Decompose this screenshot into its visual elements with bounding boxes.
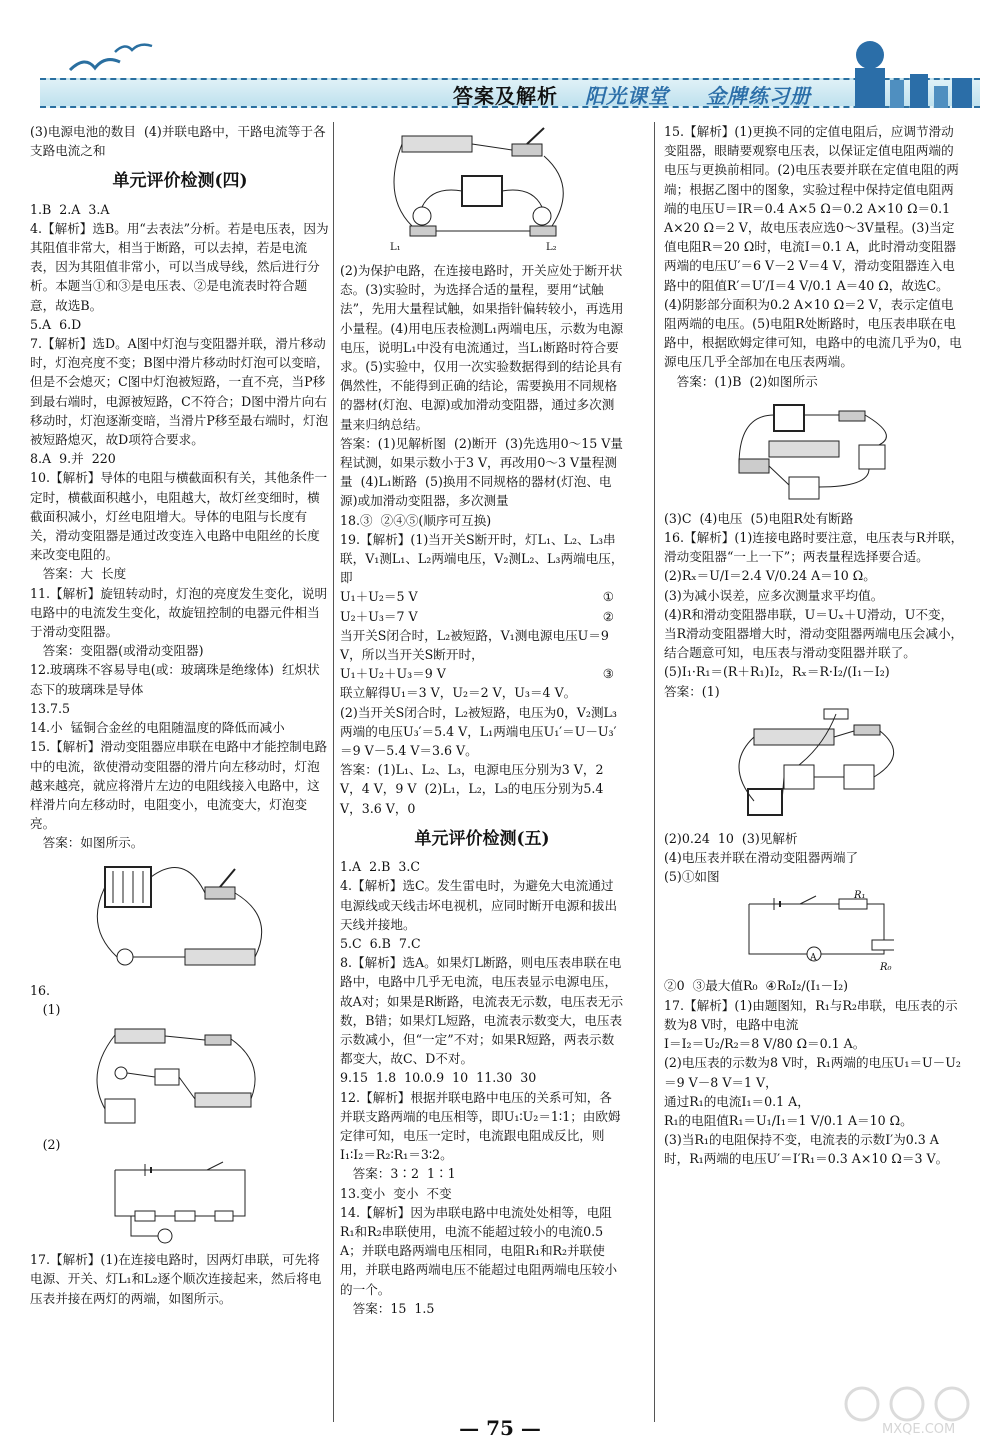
- section-heading-unit5: 单元评价检测(五): [414, 828, 550, 849]
- answer-text: 18.③ ②④⑤(顺序可互换): [340, 512, 492, 528]
- column-3: [664, 122, 964, 1169]
- answer-text: (2)电压表的示数为8 V时，R₁两端的电压U₁＝U－U₂＝9 V－8 V＝1 V，: [664, 1055, 961, 1090]
- answer-text: 16.【解析】(1)连接电路时要注意，电压表与R并联，滑动变阻器“一上一下”；两表量程选择要合适。: [664, 530, 964, 565]
- answer-text: 答案：(1)B (2)如图所示: [676, 373, 818, 389]
- answer-text: (2)0.24 10 (3)见解析: [664, 830, 798, 846]
- column-rule-1: [333, 122, 334, 1422]
- answer-text: 答案：(1)L₁、L₂、L₃，电源电压分别为3 V，2 V，4 V，9 V (2)L₁，L₂，L₃的电压分别为5.4 V，3.6 V，0: [340, 762, 608, 816]
- equation-number: ③: [602, 666, 614, 682]
- header-brand-1: 阳光课堂: [585, 84, 669, 108]
- answer-text: (4)电压表并联在滑动变阻器两端了: [664, 850, 859, 866]
- answer-text: 通过R₁的电流I₁＝0.1 A，: [664, 1093, 810, 1109]
- answer-text: ②0 ③最大值R₀ ④R₀I₂/(I₁－I₂): [664, 978, 849, 994]
- answer-text: (3)C (4)电压 (5)电阻R处有断路: [664, 510, 854, 526]
- answer-text: 4.【解析】选B。用“去表法”分析。若是电压表，因为其阻值非常大，相当于断路，可以去掉，若是电流表，因为其阻值非常小，可以当成导线，然后进行分析。本题当①和③是电压表、②是电流表时符合题意，故选B。: [30, 220, 329, 313]
- equation: [340, 607, 624, 626]
- answer-text: (4)R和滑动变阻器串联，U＝Uₓ＋U滑动，U不变，当R滑动变阻器增大时，滑动变阻器两端电压会减小，结合题意可知，电压表与滑动变阻器并联了。: [664, 606, 964, 661]
- answer-text: 联立解得U₁＝3 V，U₂＝2 V，U₃＝4 V。: [340, 685, 577, 701]
- answer-text: 11.【解析】旋钮转动时，灯泡的亮度发生变化，说明电路中的电流发生变化，故旋钮控制的电器元件相当于滑动变阻器。: [30, 585, 328, 640]
- answer-text: 答案：大 长度: [42, 566, 127, 582]
- answer-text: 答案：(1)见解析图 (2)断开 (3)先选用0～15 V量程试测，如果示数小于3 V，再改用0～3 V量程测量 (4)L₁断路 (5)换用不同规格的器材(灯泡、电源)或加滑动变阻器，多次测量: [340, 435, 623, 509]
- page-header: [0, 0, 1000, 120]
- answer-text: 4.【解析】选C。发生雷电时，为避免大电流通过电源线或天线击坏电视机，应同时断开电源和拔出天线并接地。: [340, 878, 618, 932]
- circuit-figure-q15: [85, 857, 275, 977]
- answer-text: 当开关S闭合时，L₂被短路，V₁测电源电压U＝9 V，所以当开关S断开时，: [340, 627, 613, 663]
- answer-text: 答案：15 1.5: [352, 1300, 435, 1316]
- answer-text: 10.【解析】导体的电阻与横截面积有关，其他条件一定时，横截面积越小，电阻越大，故灯丝变细时，横截面积减小，灯丝电阻增大。导体的电阻与长度有关，滑动变阻器是通过改变连入电路中电阻丝的长度来改变电阻的。: [30, 470, 328, 563]
- answer-text: 14.小 锰铜合金丝的电阻随温度的降低而减小: [30, 720, 285, 736]
- sub-label: (2): [42, 1136, 61, 1152]
- resistor-label-r1: R₁: [854, 890, 866, 902]
- circuit-diagram-q16-2: [95, 1158, 265, 1246]
- sub-label: (1): [42, 1001, 61, 1017]
- circuit-diagram-q16-5: [664, 890, 964, 976]
- answer-text: 答案：(1): [664, 683, 720, 699]
- answer-text: (2)为保护电路，在连接电路时，开关应处于断开状态。(3)实验时，为选择合适的量程，要用“试触法”，先用大量程试触，如果指针偏转较小，再选用小量程。(4)用电压表检测L₁两端电压，示数为电源电压，说明L₁中没有电流通过，当L₁断路时符合要求。(5)实验中，仅用一次实验数据得到的结论具有偶然性，不能得到正确的结论，需要换用不同规格的器材(灯泡、电源)或加滑动变阻器，通过多次测量来归纳总结。: [340, 263, 624, 432]
- answer-text: 17.【解析】(1)由题图知，R₁与R₂串联，电压表的示数为8 V时，电路中电流: [664, 997, 958, 1032]
- answer-text: 答案：变阻器(或滑动变阻器): [42, 643, 204, 659]
- answer-text: 15.【解析】(1)更换不同的定值电阻后，应调节滑动变阻器，眼睛要观察电压表，以保证定值电阻两端的电压与更换前相同。(2)电压表要并联在定值电阻的两端；根据乙图中的图象，实验过程中保持定值电阻两端的电压U＝IR＝0.4 A×5 Ω＝0.2 A×10 Ω＝0.1 A×20 Ω＝2 V，故电压表应选0～3V量程。(3)当定值电阻R＝20 Ω时，电流I＝0.1 A，此时滑动变阻器两端的电压U′＝6 V－2 V＝4 V，滑动变阻器连入电路中的阻值R′＝U′/I＝4 V/0.1 A＝40 Ω，故选C。(4)阴影部分面积为0.2 A×10 Ω＝2 V，表示定值电阻两端的电压。(5)电阻R处断路时，电压表串联在电路中，根据欧姆定律可知，电路中的电流几乎为0，电源电压几乎全部加在电压表两端。: [664, 124, 962, 370]
- answer-text: 19.【解析】(1)当开关S断开时，灯L₁、L₂、L₃串联，V₁测L₁、L₂两端电压，V₂测L₂、L₃两端电压，即: [340, 531, 624, 586]
- answer-text: I＝I₂＝U₂/R₂＝8 V/80 Ω＝0.1 A。: [664, 1036, 866, 1052]
- answer-text: 5.C 6.B 7.C: [340, 935, 421, 951]
- equation-text: U₁＋U₂＝5 V: [340, 589, 418, 605]
- equation-number: ②: [602, 608, 614, 624]
- equation-text: U₁＋U₂＋U₃＝9 V: [340, 666, 446, 682]
- equation-text: U₂＋U₃＝7 V: [340, 608, 418, 624]
- answer-text: (3)为减小误差，应多次测量求平均值。: [664, 587, 884, 603]
- watermark-icon: [832, 1384, 982, 1424]
- header-brand-2: 金牌练习册: [706, 84, 811, 108]
- equation-number: ①: [602, 589, 614, 605]
- lamp-label-l1: L₁: [390, 242, 401, 253]
- answer-text: 12.【解析】根据并联电路中电压的关系可知，各并联支路两端的电压相等，即U₁∶U₂＝1∶1；由欧姆定律可知，电压一定时，电流跟电阻成反比，则I₁∶I₂＝R₂∶R₁＝3∶2。: [340, 1089, 621, 1163]
- answer-text: 1.B 2.A 3.A: [30, 201, 110, 217]
- answer-text: 7.【解析】选D。A图中灯泡与变阻器并联，滑片移动时，灯泡亮度不变；B图中滑片移动时灯泡可以变暗，但是不会熄灭；C图中灯泡被短路，一直不亮，当P移到最右端时，电源被短路，C不符合；D图中滑片向右移动时，灯泡逐渐变暗，当滑片P移至最右端时，灯泡被短路熄灭，故D项符合要求。: [30, 336, 329, 448]
- answer-text: 答案：如图所示。: [42, 835, 144, 851]
- page-number: — 75 —: [459, 1416, 541, 1440]
- answer-text: (5)I₁·R₁＝(R＋R₁)I₂，Rₓ＝R·I₂/(I₁－I₂): [664, 664, 890, 680]
- watermark-logo: [832, 1384, 982, 1444]
- circuit-figure-q17: [340, 126, 624, 261]
- equation: [340, 664, 624, 683]
- answer-text: 13.变小 变小 不变: [340, 1185, 452, 1201]
- circuit-figure-q16: [714, 705, 914, 825]
- answer-text: 13.7.5: [30, 700, 71, 716]
- answer-text: (2)当开关S闭合时，L₂被短路，电压为0，V₂测L₃两端的电压U₃′＝5.4 V，L₁两端电压U₁′＝U－U₃′＝9 V－5.4 V＝3.6 V。: [340, 704, 617, 759]
- circuit-figure-q15b: [719, 395, 909, 505]
- column-2: [340, 122, 624, 1318]
- answer-text: 17.【解析】(1)在连接电路时，因两灯串联，可先将电源、开关、灯L₁和L₂逐个顺次连接起来，然后将电压表并接在两灯的两端，如图所示。: [30, 1252, 322, 1306]
- resistor-label-r0: R₀: [880, 962, 892, 974]
- question-number: 16.: [30, 982, 51, 998]
- answer-text: 8.A 9.并 220: [30, 451, 116, 467]
- watermark-text: MXQE.COM: [882, 1422, 956, 1437]
- circuit-drawing-q17: [382, 126, 582, 251]
- city-skyline-icon: [830, 30, 980, 110]
- answer-text: (3)当R₁的电阻保持不变，电流表的示数I′为0.3 A时，R₁两端的电压U′＝I′R₁＝0.3 A×10 Ω＝3 V。: [664, 1132, 949, 1167]
- answer-text: 答案：3∶2 1∶1: [352, 1166, 456, 1182]
- answer-text: 1.A 2.B 3.C: [340, 859, 421, 875]
- answer-text: 9.15 1.8 10.0.9 10 11.30 30: [340, 1070, 537, 1086]
- answer-text: 5.A 6.D: [30, 316, 82, 332]
- equation: [340, 587, 624, 606]
- column-1: [30, 122, 330, 1308]
- answer-text: R₁的电阻值R₁＝U₁/I₁＝1 V/0.1 A＝10 Ω。: [664, 1112, 913, 1128]
- column-rule-2: [654, 122, 655, 1422]
- lamp-label-l2: L₂: [546, 242, 557, 253]
- circuit-figure-q16-1: [85, 1023, 275, 1131]
- answer-text: 8.【解析】选A。如果灯L断路，则电压表串联在电路中，电路中几乎无电流，电压表显示电源电压，故A对；如果是R断路，电流表无示数，电压表无示数，B错；如果灯L短路，电流表示数变大，电压表示数减小，但“一定”不对；如果R短路，两表示数都变大，故C、D不对。: [340, 955, 624, 1067]
- answer-text: (3)电源电池的数目 (4)并联电路中，干路电流等于各支路电流之和: [30, 124, 326, 159]
- header-answers-title: 答案及解析: [453, 84, 558, 108]
- answer-text: (2)Rₓ＝U/I＝2.4 V/0.24 A＝10 Ω。: [664, 568, 876, 584]
- answer-text: 14.【解析】因为串联电路中电流处处相等，电阻R₁和R₂串联使用，电流不能超过较小的电流0.5 A；并联电路两端电压相同，电阻R₁和R₂并联使用，并联电路两端电压不能超过电阻两端电压较小的一个。: [340, 1204, 618, 1297]
- answer-text: (5)①如图: [664, 869, 720, 885]
- answer-text: 15.【解析】滑动变阻器应串联在电路中才能控制电路中的电流，欲使滑动变阻器的滑片向左移动时，灯泡越来越亮，就应将滑片左边的电阻线接入电路中，这样滑片向左移动时，电阻变小，电流变大，灯泡变亮。: [30, 739, 328, 832]
- section-heading-unit4: 单元评价检测(四): [112, 171, 248, 192]
- answer-text: 12.玻璃珠不容易导电(或：玻璃珠是绝缘体) 红炽状态下的玻璃珠是导体: [30, 662, 320, 697]
- ammeter-label: A: [810, 953, 817, 964]
